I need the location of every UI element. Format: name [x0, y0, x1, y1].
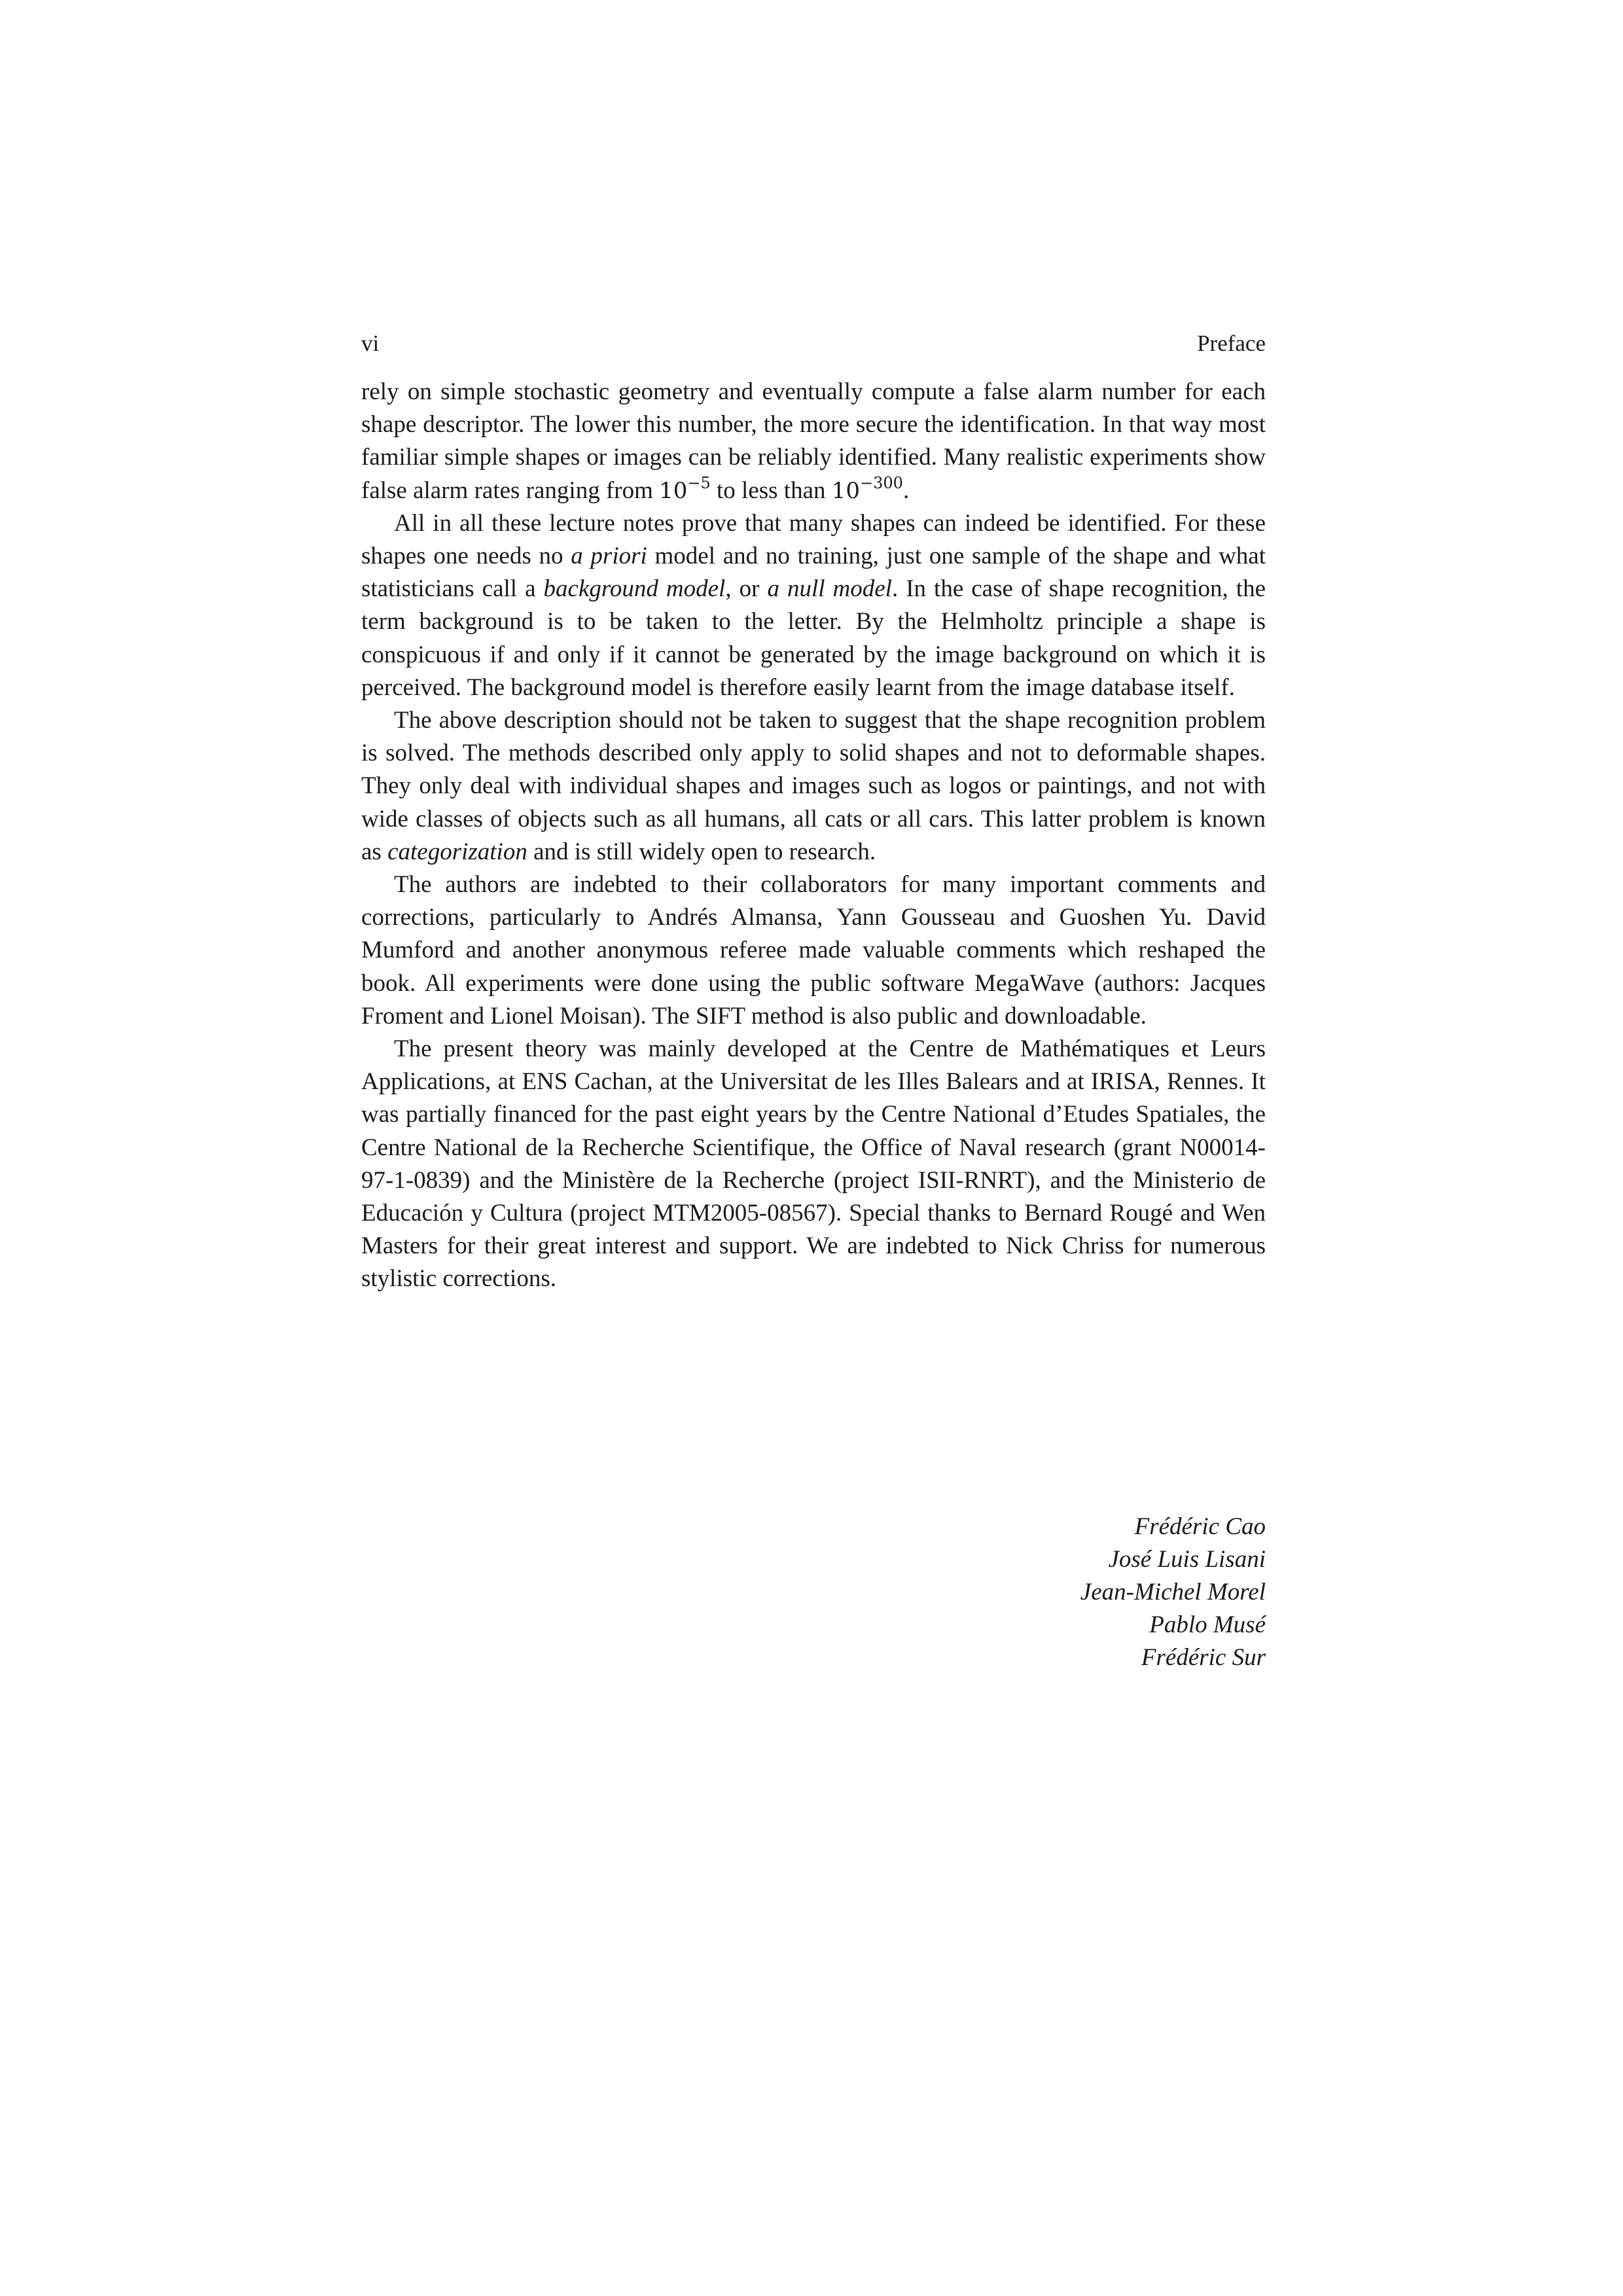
author-name: Frédéric Sur	[1141, 1644, 1266, 1671]
author-name: Pablo Musé	[1149, 1611, 1266, 1638]
paragraph-1: rely on simple stochastic geometry and eventually compute a false alarm number for each shape descriptor. The lower this number, the more secure the identification. In that way most familiar simple shapes or images can be reliably identified. Many realistic experiments show false alarm rates ranging from $10^{-5}$ to less than $10^{-300}$.	[361, 378, 1266, 504]
author-signatures	[1080, 1511, 1266, 1674]
paragraph-2: All in all these lecture notes prove that many shapes can indeed be identified. For these shapes one needs no a priori model and no training, just one sample of the shape and what statisticians call a background model, or a null model. In the case of shape recognition, the term background is to be taken to the letter. By the Helmholtz principle a shape is conspicuous if and only if it cannot be generated by the image background on which it is perceived. The background model is therefore easily learnt from the image database itself.	[361, 509, 1266, 701]
section-title: Preface	[1197, 331, 1266, 356]
paragraph-3: The above description should not be taken to suggest that the shape recognition problem is solved. The methods described only apply to solid shapes and not to deformable shapes. They only deal with individual shapes and images such as logos or paintings, and not with wide classes of objects such as all humans, all cats or all cars. This latter problem is known as categorization and is still widely open to research.	[361, 707, 1266, 865]
paragraph-4: The authors are indebted to their collaborators for many important comments and corrections, particularly to Andrés Almansa, Yann Gousseau and Guoshen Yu. David Mumford and another anonymous referee made valuable comments which reshaped the book. All experiments were done using the public software MegaWave (authors: Jacques Froment and Lionel Moisan). The SIFT method is also public and downloadable.	[361, 871, 1266, 1030]
page	[361, 331, 1266, 1671]
math-exponent-1: $10^{-5}$	[659, 473, 711, 504]
body-text	[361, 376, 1266, 1296]
author-name: Frédéric Cao	[1134, 1513, 1266, 1540]
math-exponent-2: $10^{-300}$	[831, 473, 903, 504]
paragraph-5: The present theory was mainly developed at the Centre de Mathématiques et Leurs Applications, at ENS Cachan, at the Universitat de les Illes Balears and at IRISA, Rennes. It was partially financed for the past eight years by the Centre National d’Etudes Spatiales, the Centre National de la Recherche Scientifique, the Office of Naval research (grant N00014-97-1-0839) and the Ministère de la Recherche (project ISII-RNRT), and the Ministerio de Educación y Cultura (project MTM2005-08567). Special thanks to Bernard Rougé and Wen Masters for their great interest and support. We are indebted to Nick Chriss for numerous stylistic corrections.	[361, 1035, 1266, 1293]
author-name: José Luis Lisani	[1108, 1546, 1266, 1573]
running-head	[361, 331, 1266, 357]
author-name: Jean-Michel Morel	[1080, 1579, 1266, 1605]
page-number: vi	[361, 331, 380, 356]
